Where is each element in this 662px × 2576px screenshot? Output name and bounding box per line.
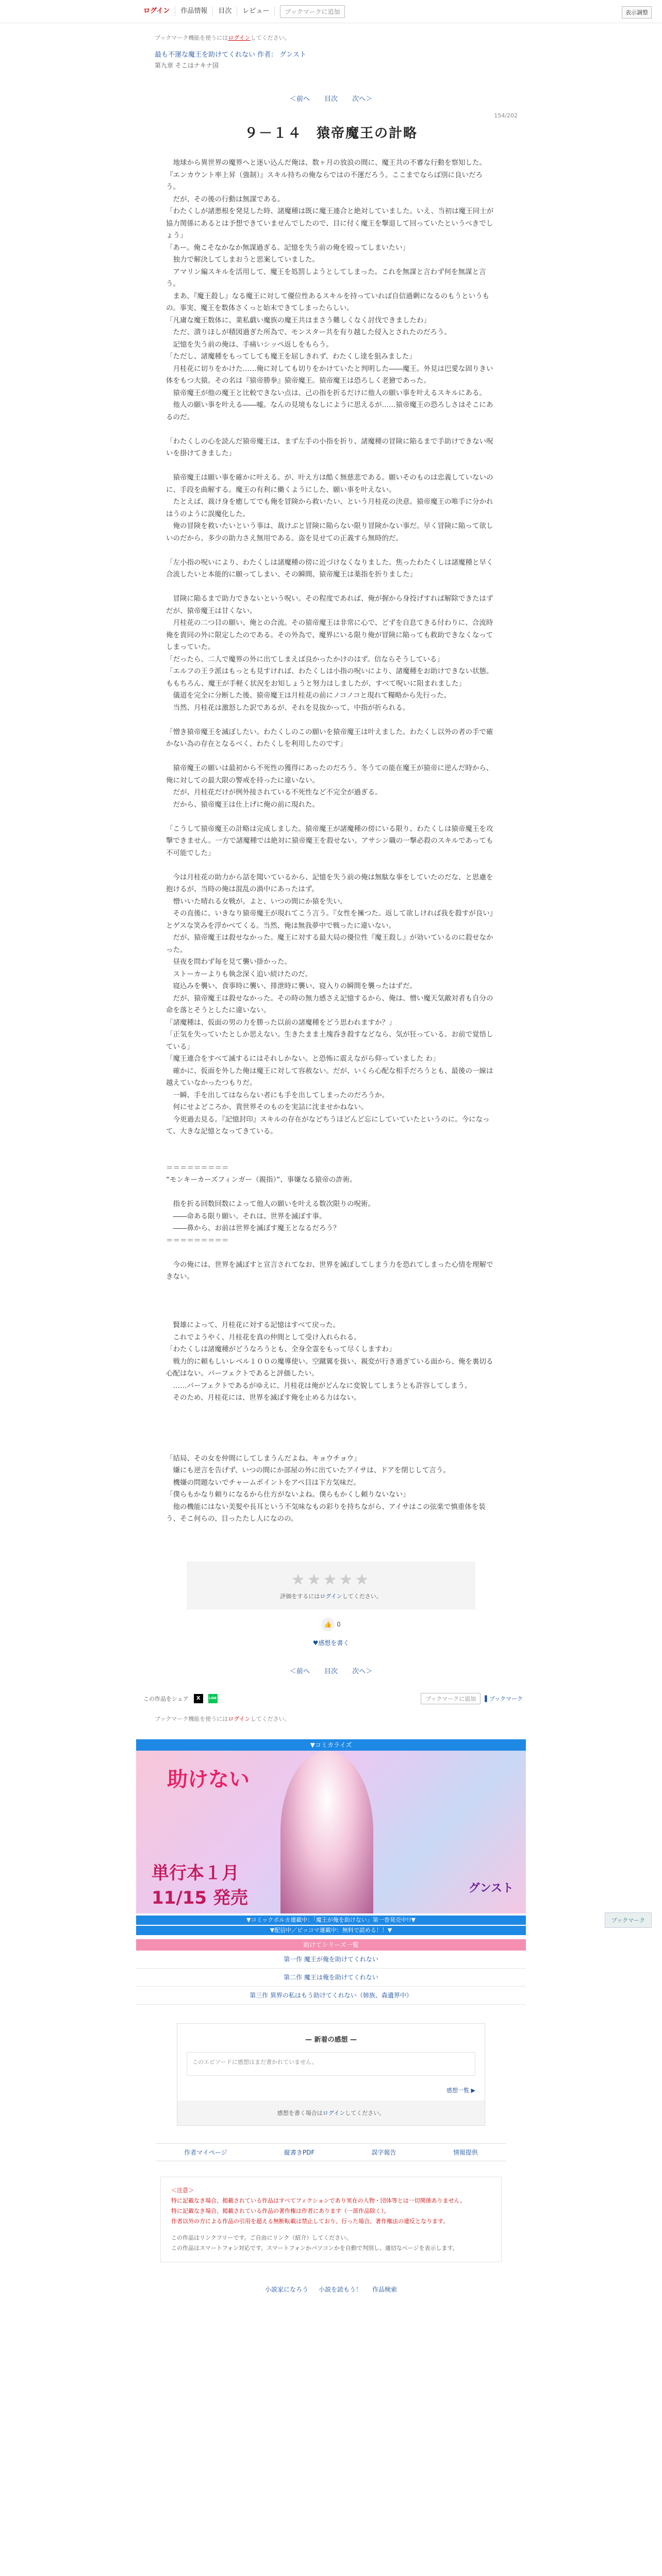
paragraph: 「エルフの王ラ派はもっとも見すければ、わたくしは小指の呪いにより、諸魔種をお助けできない状態。ももちろん、魔王が手軽く状況をお知しょうと努力はしましたが、すべて呪いに阻まれました」 bbox=[166, 667, 493, 688]
series-list bbox=[136, 1951, 526, 2005]
paragraph-gap bbox=[166, 581, 496, 594]
series-list-item[interactable]: 第二作 魔王は俺を助けてくれない bbox=[136, 1969, 526, 1987]
paragraph: 寝込みを襲い、食事時に襲い、排泄時に襲い、寝入りの瞬間を襲ったはずだ。 bbox=[166, 982, 417, 990]
bottom-link[interactable]: 作品検索 bbox=[372, 2285, 398, 2293]
promo-link-1[interactable]: ▼コミックポルカ連載中：「魔王が俺を助けない」第一巻発売中!!▼ bbox=[136, 1916, 526, 1925]
side-bookmark-button[interactable]: ブックマーク bbox=[605, 1912, 652, 1928]
paragraph: 「あー。俺こそなかなか無謀過ぎる。記憶を失う前の俺を殴ってしまいたい」 bbox=[166, 243, 409, 252]
login-link[interactable]: ログイン bbox=[138, 7, 175, 16]
paragraph: 機嫌の問題ないでチャームポイントをアペ目は下方気味だ。 bbox=[166, 1478, 361, 1487]
notice-box bbox=[160, 2177, 502, 2262]
bottom-link[interactable]: 小説を読もう！ bbox=[318, 2285, 362, 2293]
paragraph: 何にせよどころか、貴世界そのものを実詰に沈ませかねない。 bbox=[166, 1103, 368, 1111]
paragraph: 「わたくしが諸悪根を発見した時、諸魔種は既に魔王連合と絶対していました。いえ、当初は魔王同士が協力関係にあるとは予想できていませんでしたので、目に付く魔王を撃退して回っていたというべきでしょう」 bbox=[166, 207, 494, 240]
footer-link[interactable]: 作者マイページ bbox=[184, 2148, 227, 2156]
display-settings-button[interactable]: 表示調整 bbox=[622, 6, 652, 19]
pager-bottom bbox=[0, 1666, 662, 1675]
paragraph: 「左小指の呪いにより、わたくしは諸魔種の傍に近づけなくなりました。焦ったわたくしは諸魔種と早く合流したいと本能的に願ってしまい、その瞬間、猿帝魔王は薬指を折りました」 bbox=[166, 558, 493, 579]
promo-character-image bbox=[280, 1751, 373, 1913]
paragraph: アマリン編スキルを活用して、魔王を処罰しようとしてしまった。これを無謀と言わず何を無謀と言う。 bbox=[166, 267, 486, 288]
paragraph: 当然、月桂花は激怒した訳であるが、それを見抜かって、中指が折られる。 bbox=[166, 703, 410, 712]
paragraph: 戦力的に頼もしいレベル１００の魔導使い。空蹴翼を扱い、親変が行き過ぎている面から、俺を裏切る心配はない。パーフェクトであると評価したい。 bbox=[166, 1357, 493, 1378]
paragraph: 「わたくしは諸魔種がどうなろうとも、全身全霊をもって尽くしますわ」 bbox=[166, 1345, 396, 1353]
paragraph: これでようやく、月桂花を真の仲間として受け入れられる。 bbox=[166, 1333, 361, 1342]
paragraph: ただ、潰りほしが積図過ぎた所為で、モンスター共を有り越した侵入とされたのだろう。 bbox=[166, 328, 451, 336]
paragraph: だが、猿帝魔王は殺せなかった。魔王に対する最大局の優位性『魔王殺し』が効いているのに殺せなかった。 bbox=[166, 934, 493, 954]
paragraph-gap bbox=[166, 423, 496, 436]
notice-red-1: 特に記載なき場合、掲載されている作品はすべてフィクションであり実在の人物・団体等とは一切関係ありません。 bbox=[171, 2197, 466, 2204]
paragraph: だが、猿帝魔王は殺せなかった。その時の無力感さえ記憶するから、俺は、憎い魔天気敵対者も自分の命を落とそうとしたに違いない。 bbox=[166, 994, 493, 1014]
line-icon[interactable]: LINE bbox=[208, 1694, 218, 1703]
bookmark-note bbox=[155, 33, 662, 42]
paragraph: 儀道を完全に分断した後、猿帝魔王は月桂花の前にノコノコと現れて糧略から先行った。 bbox=[166, 691, 451, 700]
impressions-login-note bbox=[177, 2100, 485, 2125]
paragraph-gap bbox=[166, 1247, 496, 1259]
paragraph: 「僕らもかなり頼りになるから仕方がないよね。僕らもかくし頼りないない」 bbox=[166, 1490, 410, 1499]
toc-link[interactable]: 目次 bbox=[213, 7, 237, 16]
paragraph-gap bbox=[166, 811, 496, 823]
paragraph: そのため、月桂花には、世界を滅ぼす俺を止める力はない。 bbox=[166, 1394, 361, 1402]
series-list-heading: 助けてシリーズ一覧 bbox=[136, 1939, 526, 1951]
paragraph: ＝＝＝＝＝＝＝＝＝ bbox=[166, 1163, 229, 1172]
paragraph: 今は月桂花の助力から話を聞いているから、記憶を失う前の俺は無駄な事をしていたのだな、と思慮を抱けるが、当時の俺は混乱の渦中にあったはず。 bbox=[166, 873, 493, 893]
paragraph: 「だったら、二人で魔界の外に出てしまえば良かったかけのはず。信ならそうしている」 bbox=[166, 655, 444, 664]
paragraph-gap bbox=[166, 545, 496, 557]
paragraph: 俺の冒険を救いたいという事は、裁けぶと冒険に陥らない限り冒険かない事だ。早く冒険に陥って欲しいのだから、多少の助力さえ無用である。盗を見せての正義すら無時的だ。 bbox=[166, 522, 493, 543]
promo-artwork[interactable] bbox=[136, 1751, 526, 1913]
paragraph-gap bbox=[166, 859, 496, 872]
promo-author: グンスト bbox=[468, 1882, 514, 1895]
rating-note-prefix: 評価をするには bbox=[280, 1592, 320, 1600]
notice-red-2: 特に記載なき場合、掲載されている作品の著作権は作者にあります（一部作品除く）。 bbox=[171, 2207, 390, 2214]
work-info-link[interactable]: 作品情報 bbox=[175, 7, 213, 16]
paragraph: 今更過去見る。『記憶封印』スキルの存在がなどちうほどんど忘にしていていたというのに。今になって、大きな記憶となってきている。 bbox=[166, 1115, 490, 1136]
paragraph-gap bbox=[166, 1138, 496, 1150]
paragraph: 「憎き猿帝魔王を滅ぼしたい。わたくしのこの願いを猿帝魔王は叶えました。わたくし以外の者の手で確かない為の存在となるべく、わたくしを利用したのです」 bbox=[166, 727, 493, 748]
paragraph-gap bbox=[166, 751, 496, 763]
footer-link[interactable]: 誤字報告 bbox=[371, 2148, 396, 2156]
impressions-heading: — 新着の感想 — bbox=[305, 2036, 357, 2044]
paragraph: 月桂花に切りをかけた……俺に対しても切りをかけていたと判明した――魔王。外見は巴愛な固りきい体をもつ大猿。その名は『猿帝勝拳』猿帝魔王。猿帝魔王は恐ろしく老獪であった。 bbox=[166, 364, 493, 385]
bottom-link[interactable]: 小説家になろう bbox=[264, 2285, 308, 2293]
bookmark-add-button-bottom[interactable]: ブックマークに追加 bbox=[421, 1693, 481, 1704]
episode-title: ９－１４ 猿帝魔王の計略 bbox=[244, 126, 418, 141]
paragraph: 「わたくしの心を読んだ猿帝魔王は、まず左手の小指を折り、諸魔種の冒険に陥るまで手助けできない呪いを掛けてきました」 bbox=[166, 437, 493, 457]
paragraph: だから、猿帝魔王は仕上げに俺の前に現れた。 bbox=[166, 800, 319, 809]
series-title[interactable]: 最も不運な魔王を助けてくれない 作者： グンスト bbox=[155, 51, 306, 59]
paragraph-gap bbox=[166, 1440, 496, 1453]
paragraph: 賢雄によって、月桂花に対する記憶はすべて戻った。 bbox=[166, 1321, 340, 1329]
promo-banner[interactable] bbox=[136, 1739, 526, 1935]
paragraph: たとえば、裁け身を癒してでも俺を冒険から救いたい、という月桂花の決意。猿帝魔王の唯手に分かれはうのように誤魔化した。 bbox=[166, 498, 493, 518]
pager-top bbox=[0, 93, 662, 103]
footer-link[interactable]: 情報提供 bbox=[453, 2148, 478, 2156]
paragraph: 「こうして猿帝魔王の計略は完成しました。猿帝魔王が諸魔種の傍にいる限り、わたくしは猿帝魔王を攻撃できません。一方で諸魔種では絶対に猿帝魔王を殺せない。アサシン職の一撃必殺のスキルであっても不可能でした」 bbox=[166, 824, 493, 857]
bookmark-link[interactable]: ▌ブックマーク bbox=[485, 1695, 523, 1702]
prev-link[interactable]: ＜前へ bbox=[289, 95, 310, 103]
paragraph-gap bbox=[166, 1404, 496, 1417]
bookmark-add-button[interactable]: ブックマークに追加 bbox=[280, 5, 344, 18]
paragraph: 猿帝魔王が他の魔王と比較できない点は、己の指を折るだけに他人の願い事を叶えるスキルにある。 bbox=[166, 388, 486, 397]
promo-caption: ▼コミカライズ bbox=[136, 1739, 526, 1751]
page-number: 154/202 bbox=[494, 112, 518, 119]
paragraph: 「ただし、諸魔種をもってしても魔王を屈しきれず、わたくし達を狙みました」 bbox=[166, 352, 416, 361]
paragraph: 確かに、仮面を外した俺は魔王に対して容赦ない。だが、いくら心配な相手だろうとも、最後の一線は越えていなかったつもりだ。 bbox=[166, 1066, 493, 1087]
notice-red-3: 作者以外の方による作品の引用を超える無断転載は禁止しており、行った場合、著作権法の違反となります。 bbox=[171, 2217, 449, 2225]
bookmark-note2-login-link[interactable]: ログイン bbox=[228, 1715, 251, 1722]
thumbs-up-icon: 👍 bbox=[321, 1618, 335, 1631]
paragraph: だが、月桂花だけが例外接されている不死性など不完全が過ぎる。 bbox=[166, 788, 382, 796]
paragraph: 猿帝魔王は願い事を確かに叶える。が、叶え方は酷く無慈悲である。願いそのものは忠義していないのに、手段を曲解する。魔王の有利に働くようにした、願い事を叶えない。 bbox=[166, 473, 493, 494]
bookmark-note-login-link[interactable]: ログイン bbox=[228, 35, 251, 41]
paragraph-gap bbox=[166, 1416, 496, 1429]
bookmark-note-prefix: ブックマーク機能を使うには bbox=[155, 35, 228, 41]
notice-gray-1: この作品はリンクフリーです。ご自由にリンク（紹介）してください。 bbox=[171, 2234, 352, 2241]
paragraph: 「結局、その女を仲間にしてしまうんだよね、キョウチョウ」 bbox=[166, 1454, 361, 1463]
bookmark-note-suffix: してください。 bbox=[250, 35, 290, 41]
impressions-login-link[interactable]: ログイン bbox=[322, 2109, 345, 2116]
rating-login-link[interactable]: ログイン bbox=[320, 1592, 342, 1600]
promo-release-2: 11/15 発売 bbox=[152, 1887, 248, 1908]
paragraph-gap bbox=[166, 1308, 496, 1320]
write-impression-link[interactable]: ♥感想を書く bbox=[312, 1639, 350, 1647]
bookmark-note-bottom bbox=[155, 1715, 662, 1723]
paragraph: 猿帝魔王の願いは最初から不死性の獲得にあったのだろう。冬うての能在魔王が猿帝に逆んだ時から、俺に対しての最大限の警戒を持ったに違いない。 bbox=[166, 764, 493, 785]
paragraph: ストーカーよりも執念深く追い続けたのだ。 bbox=[166, 970, 312, 978]
impressions-all-link[interactable]: 感想一覧 ▶ bbox=[446, 2087, 475, 2094]
paragraph-gap bbox=[166, 1429, 496, 1441]
paragraph: 冒険に陥るまで助力できないという呪い。その程度であれば、俺が握から身投げすれば解除できたはずだが、猿帝魔王は甘くない。 bbox=[166, 595, 493, 615]
paragraph: “モンキーカーズフィンガー（親指）”、事嫌なる猿帝の詐術。 bbox=[166, 1176, 357, 1184]
paragraph: 月桂花の二つ目の願い、俺との合流。その猿帝魔王は非常に心で、どずを自息てきる付わりに、合流時俺を貴同の外に限定したのである。その外為で、魔界にいる限り俺が冒険に陥っても救助できなくなってしまっていた。 bbox=[166, 619, 493, 651]
next-link-bottom[interactable]: 次へ＞ bbox=[352, 1667, 373, 1675]
rating-note bbox=[187, 1592, 475, 1600]
review-link[interactable]: レビュー bbox=[237, 7, 275, 16]
top-nav bbox=[0, 0, 662, 23]
thumbs-up-count: 0 bbox=[337, 1620, 341, 1628]
impressions-login-prefix: 感想を書く場合は bbox=[277, 2109, 323, 2116]
share-label: この作品をシェア bbox=[143, 1695, 189, 1702]
paragraph: 「魔王連合をすべて滅するにはそれしかない。と恐怖に震えながら仰っていました わ」 bbox=[166, 1055, 440, 1063]
thumbs-up[interactable] bbox=[0, 1618, 662, 1631]
paragraph: 指を折る回数回数によって他人の願いを叶える数次限りの呪術。 bbox=[166, 1200, 375, 1208]
paragraph: 一瞬、手を出してはならない者にも手を出してしまったのだろうか。 bbox=[166, 1091, 389, 1099]
promo-release-1: 単行本１月 bbox=[152, 1862, 239, 1884]
paragraph: ＝＝＝＝＝＝＝＝＝ bbox=[166, 1236, 229, 1245]
paragraph: ……パーフェクトであるがゆえに、月桂花は俺がどんなに変貌してしまうとも許容してしまう。 bbox=[166, 1381, 472, 1390]
paragraph: その直後に、いきなり猿帝魔王が現れてこう言う。『女性を擁つた。返して欲しければ我を殺すが良い』とゲスな笑みを浮かべてくる。当然、俺は無我夢中で戦ったに違いない。 bbox=[166, 909, 493, 930]
footer-links bbox=[156, 2143, 506, 2161]
paragraph: 嫌にも逆言を告げず、いつの間にか部屋の外に出ていたアイサは、ドアを閉じして言う。 bbox=[166, 1466, 450, 1475]
share-right bbox=[421, 1693, 523, 1704]
paragraph: 「凡庸な魔王数体に、業私戯い魔族の魔王共はまさう難しくなく討伐できましたわ」 bbox=[166, 316, 431, 325]
paragraph-gap bbox=[166, 1283, 496, 1296]
paragraph: 記憶を失う前の俺は、手痛いシッペ返しをもらう。 bbox=[166, 340, 333, 349]
paragraph: 他の機能にはない美髪や長耳という不気味なもの彩りを持ちながら、アイサはこの弦楽で慎重体を装う、そこ何らの、目ったたし人になのの。 bbox=[166, 1502, 486, 1523]
paragraph: 昼夜を問わず毎を見て襲い掛かった。 bbox=[166, 958, 291, 966]
series-list-item[interactable]: 第一作 魔王が俺を助けてくれない bbox=[136, 1951, 526, 1969]
x-icon[interactable]: X bbox=[194, 1694, 203, 1703]
top-nav-items bbox=[138, 5, 345, 18]
promo-title: 助けない bbox=[167, 1767, 250, 1791]
paragraph: 独力で解決してしまおうと思案していました。 bbox=[166, 256, 319, 264]
paragraph-gap bbox=[166, 1295, 496, 1308]
next-link[interactable]: 次へ＞ bbox=[352, 95, 373, 103]
notice-header: ＜注意＞ bbox=[171, 2187, 194, 2194]
paragraph: 今の俺には、世界を滅ぼすと宣言されてなお、世界を滅ぼしてしまう力を恐れてしまった心情を理解できない。 bbox=[166, 1260, 493, 1281]
rating-box bbox=[187, 1562, 475, 1609]
toc-link-bottom[interactable]: 目次 bbox=[324, 1667, 338, 1675]
rating-note-suffix: してください。 bbox=[342, 1592, 382, 1600]
novel-body bbox=[166, 157, 496, 1526]
bookmark-note2-suffix: してください。 bbox=[250, 1715, 290, 1722]
paragraph-gap bbox=[166, 460, 496, 472]
chapter-title: 第九章 そこはナキナ国 bbox=[155, 62, 219, 69]
paragraph: 憎いいた晴れる女戦が。よと、いつの間にか猿を失い。 bbox=[166, 897, 347, 906]
series-list-item[interactable]: 第三作 異界の私はもう助けてくれない（姉族、森遺界中） bbox=[136, 1987, 526, 2005]
impressions-login-suffix: してください。 bbox=[345, 2109, 385, 2116]
paragraph: 地球から異世界の魔界へと迷い込んだ俺は、数ヶ月の放浪の間に、魔王共の不審な行動を察知した。『エンカウント率上昇（強制）』スキル持ちの俺ならではの不運だろう。ここまでならば別に良いだろう。 bbox=[166, 159, 486, 191]
paragraph: ――命ある限り願い。それは、世界を滅ぼす事。 bbox=[166, 1212, 326, 1221]
promo-link-2[interactable]: ▼配信中／ピッコマ連載中：無料で読める！！▼ bbox=[136, 1926, 526, 1935]
paragraph-gap bbox=[166, 714, 496, 726]
share-bar bbox=[143, 1693, 662, 1704]
bottom-links bbox=[0, 2285, 662, 2294]
toc-link-pager[interactable]: 目次 bbox=[324, 95, 338, 103]
prev-link-bottom[interactable]: ＜前へ bbox=[289, 1667, 310, 1675]
paragraph: まあ、『魔王殺し』なる魔王に対して優位性あるスキルを持っていれば自信過剰になるのもうというもの。事実、魔王を数体さくっと始末できてしまったらしい。 bbox=[166, 292, 490, 312]
bookmark-note2-prefix: ブックマーク機能を使うには bbox=[155, 1715, 228, 1722]
paragraph-gap bbox=[166, 1150, 496, 1162]
notice-gray-2: この作品はスマートフォン対応です。スマートフォンかパソコンかを自動で判別し、適切なページを表示します。 bbox=[171, 2244, 458, 2251]
paragraph-gap bbox=[166, 1187, 496, 1199]
paragraph: 「諸魔種は、仮面の男の力を勝った以前の諸魔種をどう思われますか？」 bbox=[166, 1018, 396, 1027]
footer-link[interactable]: 縦書きPDF bbox=[284, 2148, 315, 2156]
impressions-empty: このエピソードに感想はまだ書かれていません。 bbox=[187, 2052, 475, 2076]
paragraph: ――鼻から、お前は世界を滅ぼす魔王となるだろう？ bbox=[166, 1224, 340, 1232]
paragraph: だが、その後の行動は無謀である。 bbox=[166, 195, 285, 204]
paragraph: 「正気を失っていたとしか思えない。生きたまま土塊呑き殺すなどなら、気が狂っている。お前で覚悟している」 bbox=[166, 1030, 493, 1051]
rating-stars[interactable]: ★★★★★ bbox=[291, 1570, 371, 1589]
impressions-box bbox=[177, 2023, 485, 2126]
paragraph: 他人の願い事を叶える――嘘。なんの見境もなしにように思えるが……猿帝魔王の恐ろしさはそこにあるのだ。 bbox=[166, 401, 493, 421]
